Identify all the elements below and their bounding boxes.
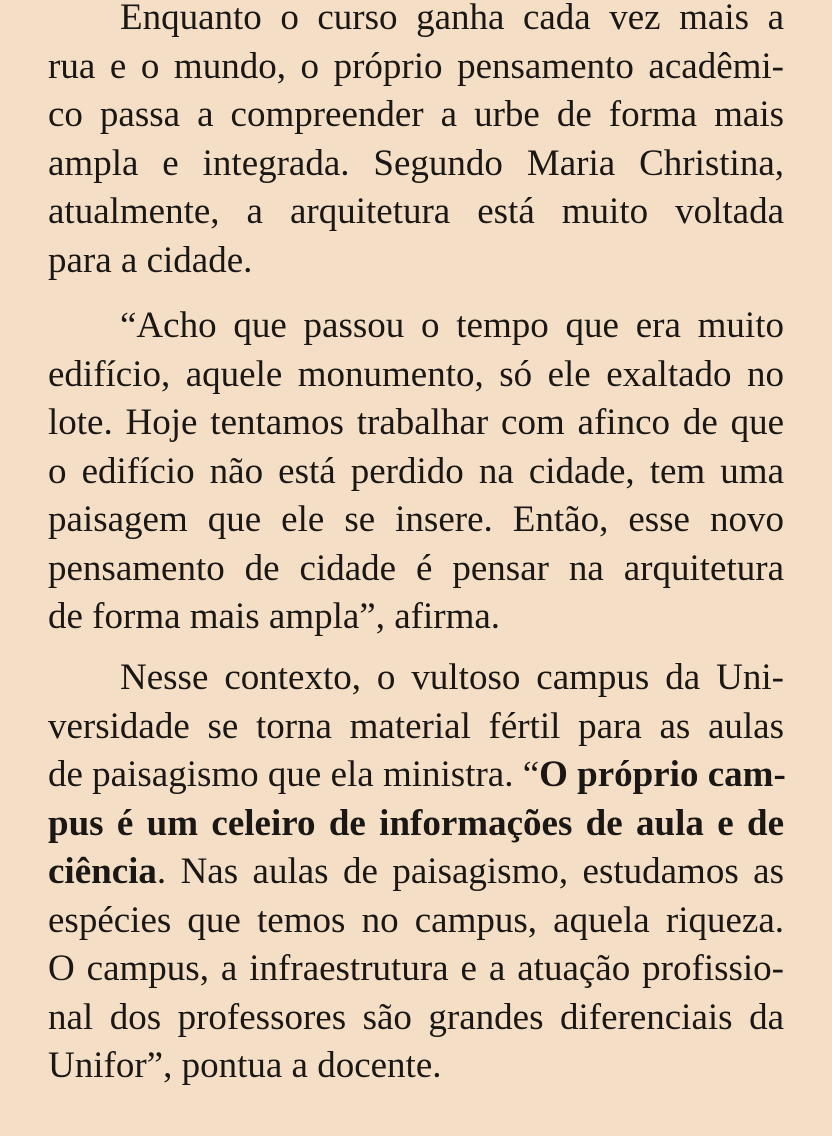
text-line bbox=[48, 751, 784, 800]
text-line: paisagem que ele se insere. Então, esse novo bbox=[48, 499, 784, 540]
text-line: nal dos professores são grandes diferenciais da bbox=[48, 996, 784, 1038]
quote-highlight: pus é um celeiro de informações de aula e de bbox=[48, 802, 784, 844]
text-fragment: . Nas aulas de paisagismo, estudamos as bbox=[156, 851, 784, 892]
text-line: de forma mais ampla”, afirma. bbox=[48, 596, 501, 637]
text-line: o edifício não está perdido na cidade, tem uma bbox=[48, 450, 784, 492]
text-line: rua e o mundo, o próprio pensamento acadêmi- bbox=[48, 45, 784, 87]
quote-highlight: O próprio cam- bbox=[539, 754, 786, 795]
text-line: “Acho que passou o tempo que era muito bbox=[120, 305, 784, 346]
quote-highlight: ciência bbox=[48, 851, 157, 892]
text-line: pensamento de cidade é pensar na arquitetura bbox=[48, 547, 784, 589]
text-line: lote. Hoje tentamos trabalhar com afinco de que bbox=[48, 402, 784, 443]
text-line: O campus, a infraestrutura e a atuação profissio- bbox=[48, 948, 784, 989]
text-line: versidade se torna material fértil para as aulas bbox=[48, 705, 784, 747]
text-line: para a cidade. bbox=[48, 239, 253, 281]
text-line: espécies que temos no campus, aquela riqueza. bbox=[48, 899, 784, 941]
text-line: Nesse contexto, o vultoso campus da Uni- bbox=[120, 657, 784, 698]
text-line: ampla e integrada. Segundo Maria Christina, bbox=[48, 142, 784, 184]
text-line: edifício, aquele monumento, só ele exaltado no bbox=[48, 353, 784, 395]
text-line: Enquanto o curso ganha cada vez mais a bbox=[120, 0, 784, 38]
paragraph-2 bbox=[48, 302, 784, 642]
text-line bbox=[48, 800, 784, 849]
text-line bbox=[48, 848, 784, 897]
text-line: atualmente, a arquitetura está muito voltada bbox=[48, 191, 784, 232]
paragraph-1 bbox=[48, 0, 784, 285]
text-fragment: de paisagismo que ela ministra. “ bbox=[48, 754, 540, 795]
paragraph-3 bbox=[48, 654, 784, 1091]
text-line: Unifor”, pontua a docente. bbox=[48, 1045, 442, 1086]
text-line: co passa a compreender a urbe de forma mais bbox=[48, 94, 784, 135]
